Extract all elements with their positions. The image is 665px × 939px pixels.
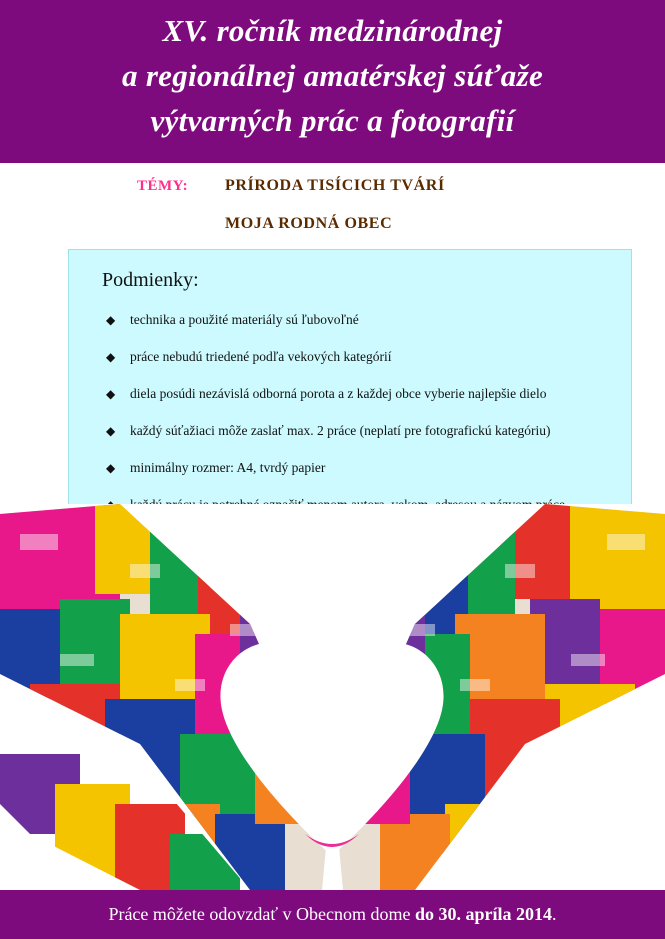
list-item bbox=[102, 460, 617, 475]
list-item-label: práce nebudú triedené podľa vekových kategórií bbox=[130, 349, 392, 364]
footer-text-prefix: Práce môžete odovzdať v Obecnom dome bbox=[108, 904, 416, 924]
list-item bbox=[102, 386, 617, 401]
list-item bbox=[102, 423, 617, 438]
diamond-bullet-icon: ◆ bbox=[106, 350, 116, 364]
header-line-2: a regionálnej amatérskej súťaže bbox=[121, 58, 544, 93]
list-item bbox=[102, 349, 617, 364]
footer-text-suffix: . bbox=[552, 904, 557, 924]
diamond-bullet-icon: ◆ bbox=[106, 313, 116, 327]
theme-item-2: MOJA RODNÁ OBEC bbox=[225, 215, 393, 232]
list-item bbox=[102, 312, 617, 327]
poster-header bbox=[0, 0, 665, 163]
footer-text bbox=[0, 890, 665, 939]
list-item-label: technika a použité materiály sú ľubovoľné bbox=[130, 312, 359, 327]
footer-deadline: do 30. apríla 2014 bbox=[415, 904, 553, 924]
header-line-1: XV. ročník medzinárodnej bbox=[162, 13, 503, 48]
diamond-bullet-icon: ◆ bbox=[106, 387, 116, 401]
list-item-label: minimálny rozmer: A4, tvrdý papier bbox=[130, 460, 326, 475]
diamond-bullet-icon: ◆ bbox=[106, 424, 116, 438]
diamond-bullet-icon: ◆ bbox=[106, 461, 116, 475]
list-item-label: diela posúdi nezávislá odborná porota a z každej obce vyberie najlepšie dielo bbox=[130, 386, 547, 401]
conditions-panel bbox=[68, 249, 632, 519]
themes-section bbox=[0, 172, 665, 238]
conditions-title: Podmienky: bbox=[102, 269, 199, 291]
theme-item-1: PRÍRODA TISÍCICH TVÁRÍ bbox=[225, 177, 445, 194]
conditions-list bbox=[102, 312, 617, 534]
painted-hands-heart-photo bbox=[0, 504, 665, 890]
list-item-label: každý súťažiaci môže zaslať max. 2 práce (neplatí pre fotografickú kategóriu) bbox=[130, 423, 551, 438]
header-line-3: výtvarných prác a fotografií bbox=[150, 103, 515, 138]
themes-label: TÉMY: bbox=[137, 178, 189, 194]
poster-footer bbox=[0, 890, 665, 939]
